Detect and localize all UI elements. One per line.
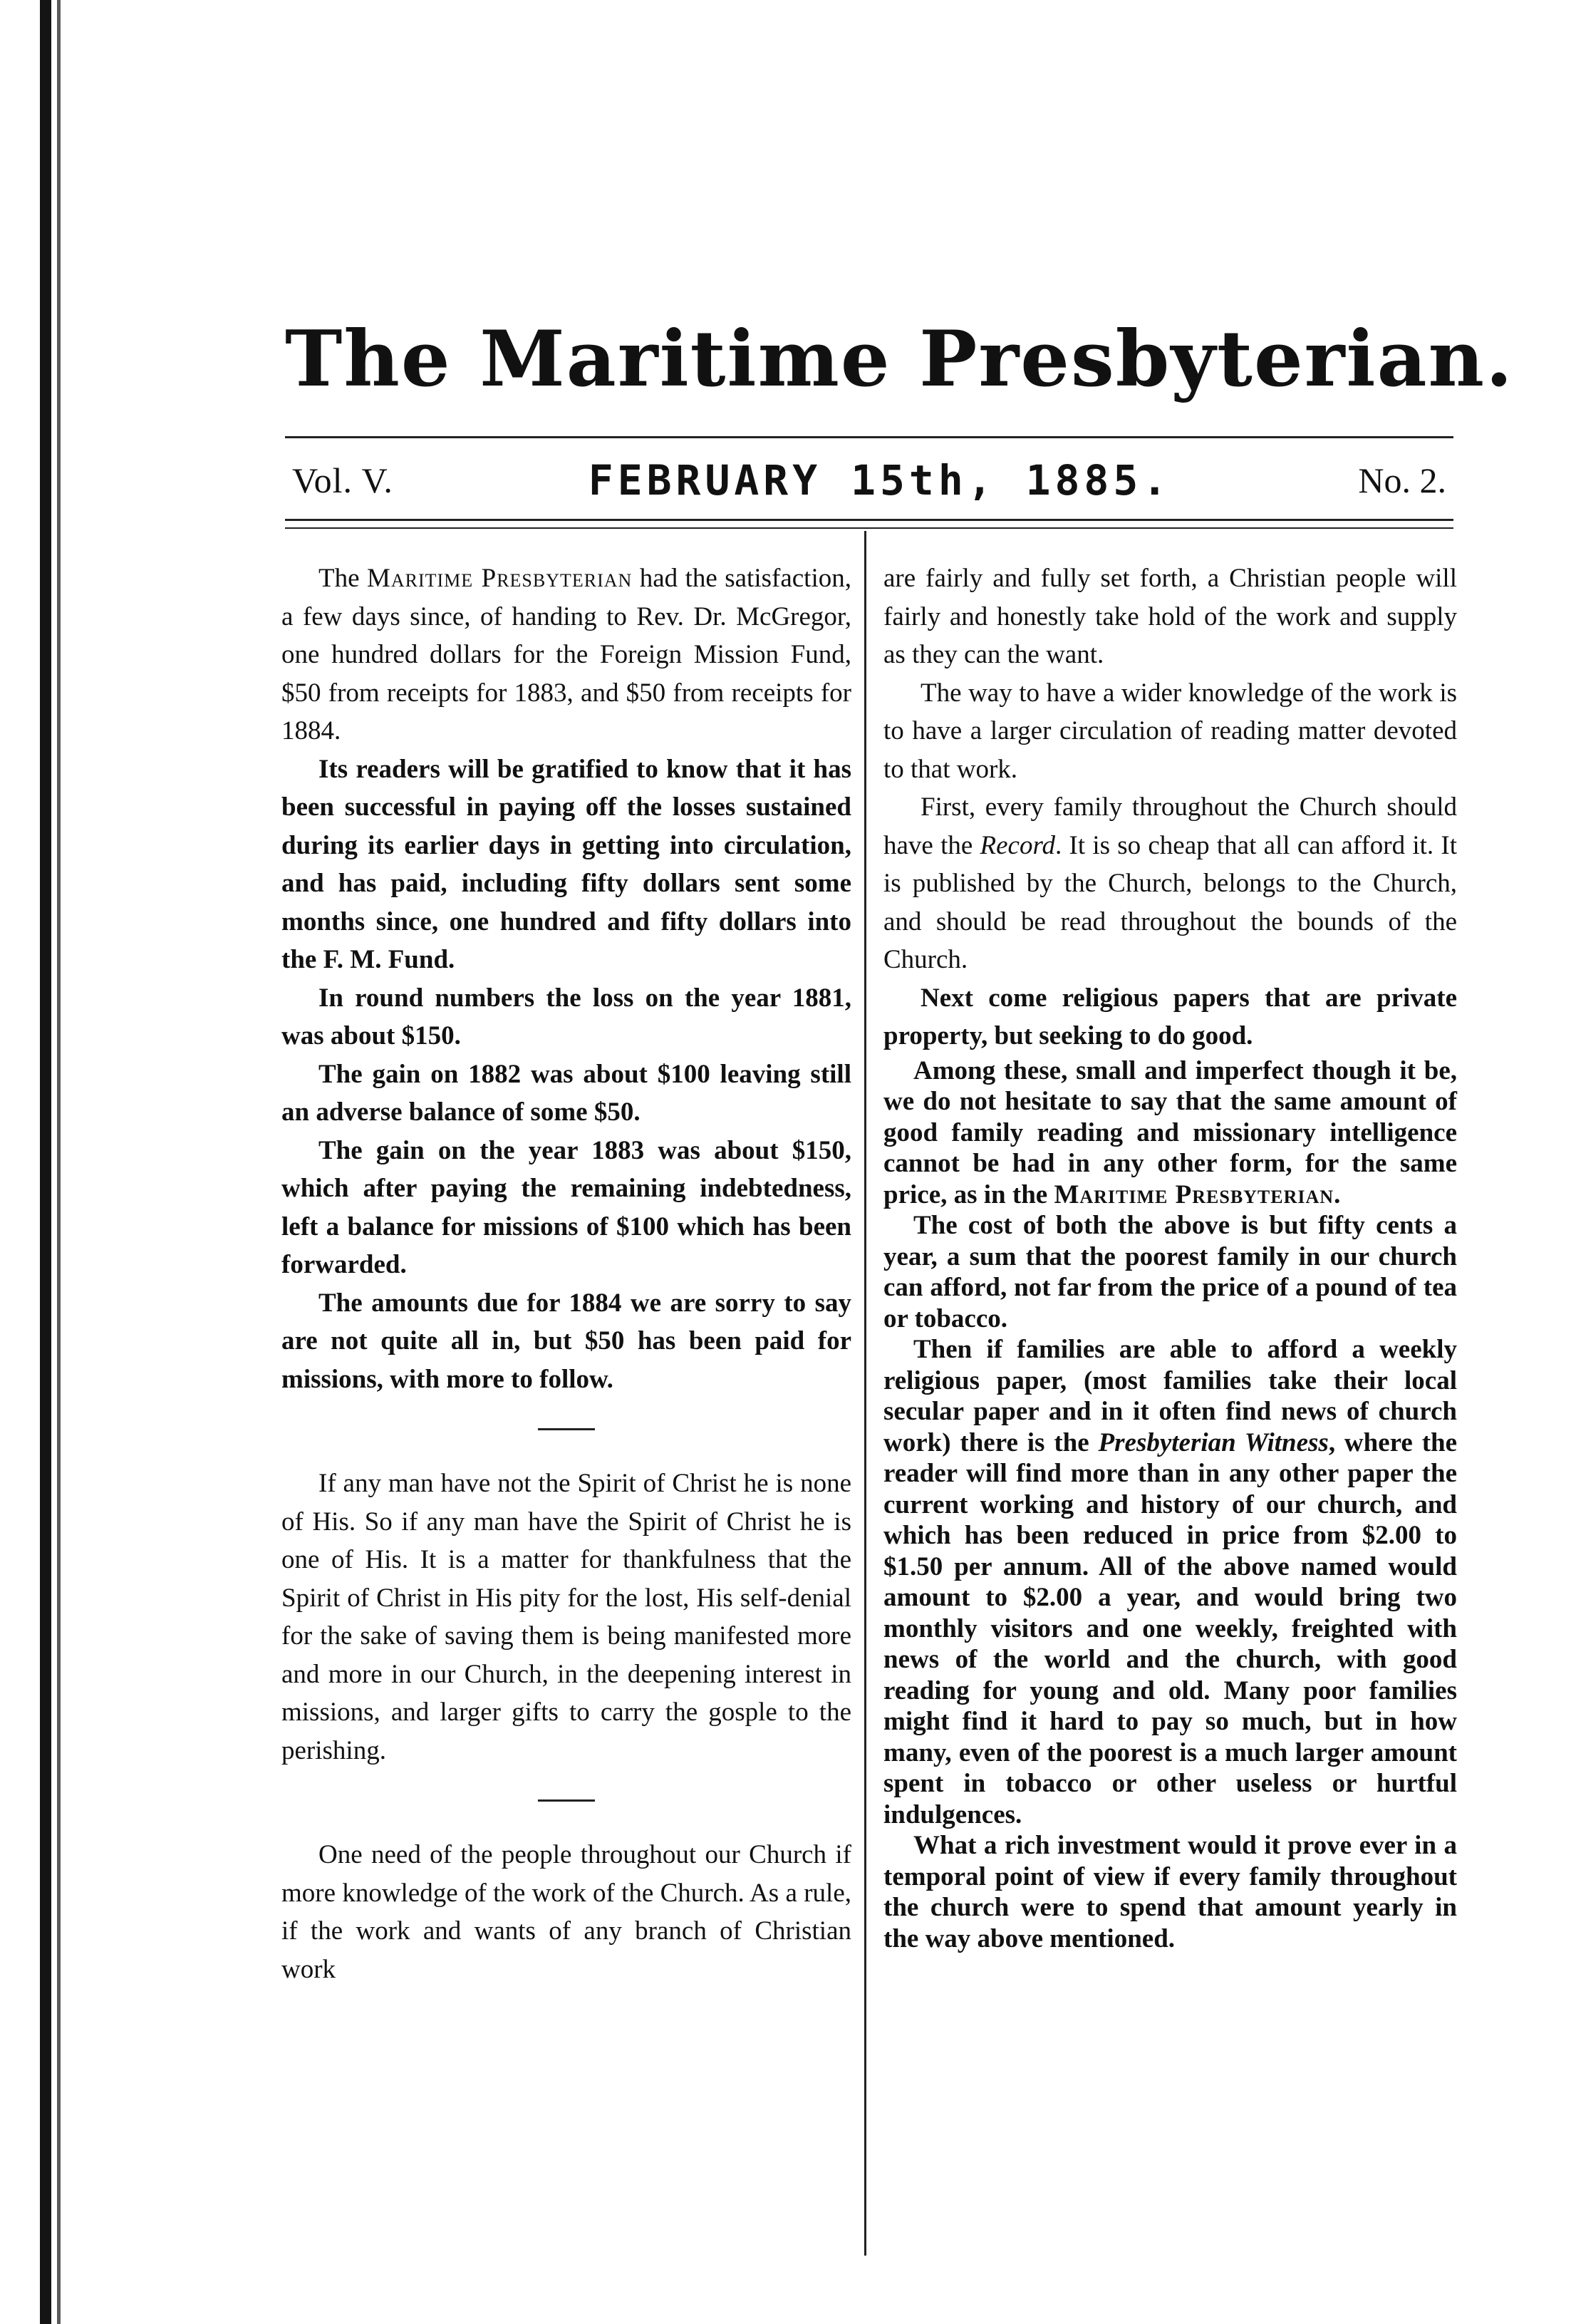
article-paragraph: The cost of both the above is but fifty cents a year, a sum that the poorest family in our church can afford, not far from the price of a pound of tea or tobacco. (883, 1211, 1457, 1333)
paragraph-text: had the satisfaction, a few days since, of handing to Rev. Dr. McGregor, one hundred dollars for the Foreign Mission Fund, $50 from receipts for 1883, and $50 from receipts for 1884. (281, 564, 851, 745)
paragraph-text: Among these, small and imperfect though it be, we do not hesitate to say that the same amount of good family reading and missionary intelligence cannot be had in any other form, for the same price, as in the (883, 1055, 1457, 1209)
witness-title: Presbyterian Witness (1098, 1427, 1329, 1457)
article-paragraph: The gain on the year 1883 was about $150, which after paying the remaining indebtedness, left a balance for missions of $100 which has been forwarded. (281, 1135, 851, 1279)
issue-date: FEBRUARY 15th, 1885. (588, 456, 1172, 505)
article-paragraph (281, 559, 851, 750)
masthead-rule-bottom-1 (285, 519, 1453, 521)
paragraph-text: . It is so cheap that all can afford it. It is published by the Church, belongs to the Church, and should be read throughout the bounds of the Church. (883, 830, 1458, 974)
masthead-rule-bottom-2 (285, 527, 1453, 529)
issue-line (285, 456, 1453, 513)
paragraph-text: Then if families are able to afford a weekly religious paper, (most families take their local secular paper and in it often find news of church work) there is the (883, 1335, 1457, 1457)
article-paragraph: The gain on 1882 was about $100 leaving still an adverse balance of some $50. (281, 1059, 851, 1127)
article-paragraph: The way to have a wider knowledge of the work is to have a larger circulation of reading matter devoted to that work. (883, 678, 1457, 784)
section-divider (538, 1428, 595, 1430)
bold-article (281, 750, 851, 1399)
article-paragraph: Its readers will be gratified to know that it has been successful in paying off the losses sustained during its earlier days in getting into circulation, and has paid, including fifty dollars sent some months since, one hundred and fifty dollars into the F. M. Fund. (281, 754, 851, 974)
paragraph-text: The (318, 564, 367, 593)
page-binding-shadow (57, 0, 61, 2324)
paragraph-text: First, every family throughout the Church should have the (883, 792, 1457, 860)
masthead-rule-top (285, 436, 1453, 438)
article-paragraph: What a rich investment would it prove ever in a temporal point of view if every family throughout the church were to spend that amount yearly in the way above mentioned. (883, 1831, 1457, 1953)
paper-name: Maritime Presbyterian (366, 564, 633, 593)
article-paragraph: are fairly and fully set forth, a Christian people will fairly and honestly take hold of the work and supply as they can the want. (883, 564, 1457, 669)
article-paragraph: Next come religious papers that are private property, but seeking to do good. (883, 983, 1457, 1050)
section-divider (538, 1799, 595, 1802)
article-paragraph: In round numbers the loss on the year 1881, was about $150. (281, 983, 851, 1050)
masthead-title: The Maritime Presbyterian. (285, 314, 1514, 404)
article-paragraph: If any man have not the Spirit of Christ he is none of His. So if any man have the Spirit of Christ he is one of His. It is a matter for thankfulness that the Spirit of Christ in His pity for the lost, His self-denial for the sake of saving them is being manifested more and more in our Church, in the deepening interest in missions, and larger gifts to carry the gosple to the perishing. (281, 1469, 851, 1765)
page-binding-edge (40, 0, 51, 2324)
record-title: Record (980, 830, 1056, 860)
paragraph-text: , where the reader will find more than in any other paper the current working and history of our church, and which has been reduced in price from $2.00 to $1.50 per annum. All of the above named would amount to $2.00 a year, and would bring two monthly visitors and one weekly, freighted with news of the world and the church, with good reading for young and old. Many poor families might find it hard to pay so much, but in how many, even of the poorest is a much larger amount spent in tobacco or other useless or hurtful indulgences. (883, 1427, 1458, 1829)
volume-label: Vol. V. (292, 460, 393, 500)
column-divider (864, 531, 866, 2256)
article-paragraph (883, 788, 1457, 979)
paper-name: Maritime Presbyterian (1054, 1179, 1334, 1209)
article-paragraph: The amounts due for 1884 we are sorry to say are not quite all in, but $50 has been paid for missions, with more to follow. (281, 1288, 851, 1394)
article-paragraph (883, 1055, 1457, 1211)
dense-article (883, 1055, 1457, 1955)
issue-number: No. 2. (1358, 460, 1446, 500)
paragraph-text: . (1334, 1179, 1341, 1209)
article-paragraph (883, 1334, 1457, 1830)
bold-article (883, 979, 1457, 1055)
right-column (883, 559, 1457, 1954)
article-paragraph: One need of the people throughout our Church if more knowledge of the work of the Church. As a rule, if the work and wants of any branch of Christian work (281, 1840, 851, 1984)
left-column (281, 559, 851, 1988)
